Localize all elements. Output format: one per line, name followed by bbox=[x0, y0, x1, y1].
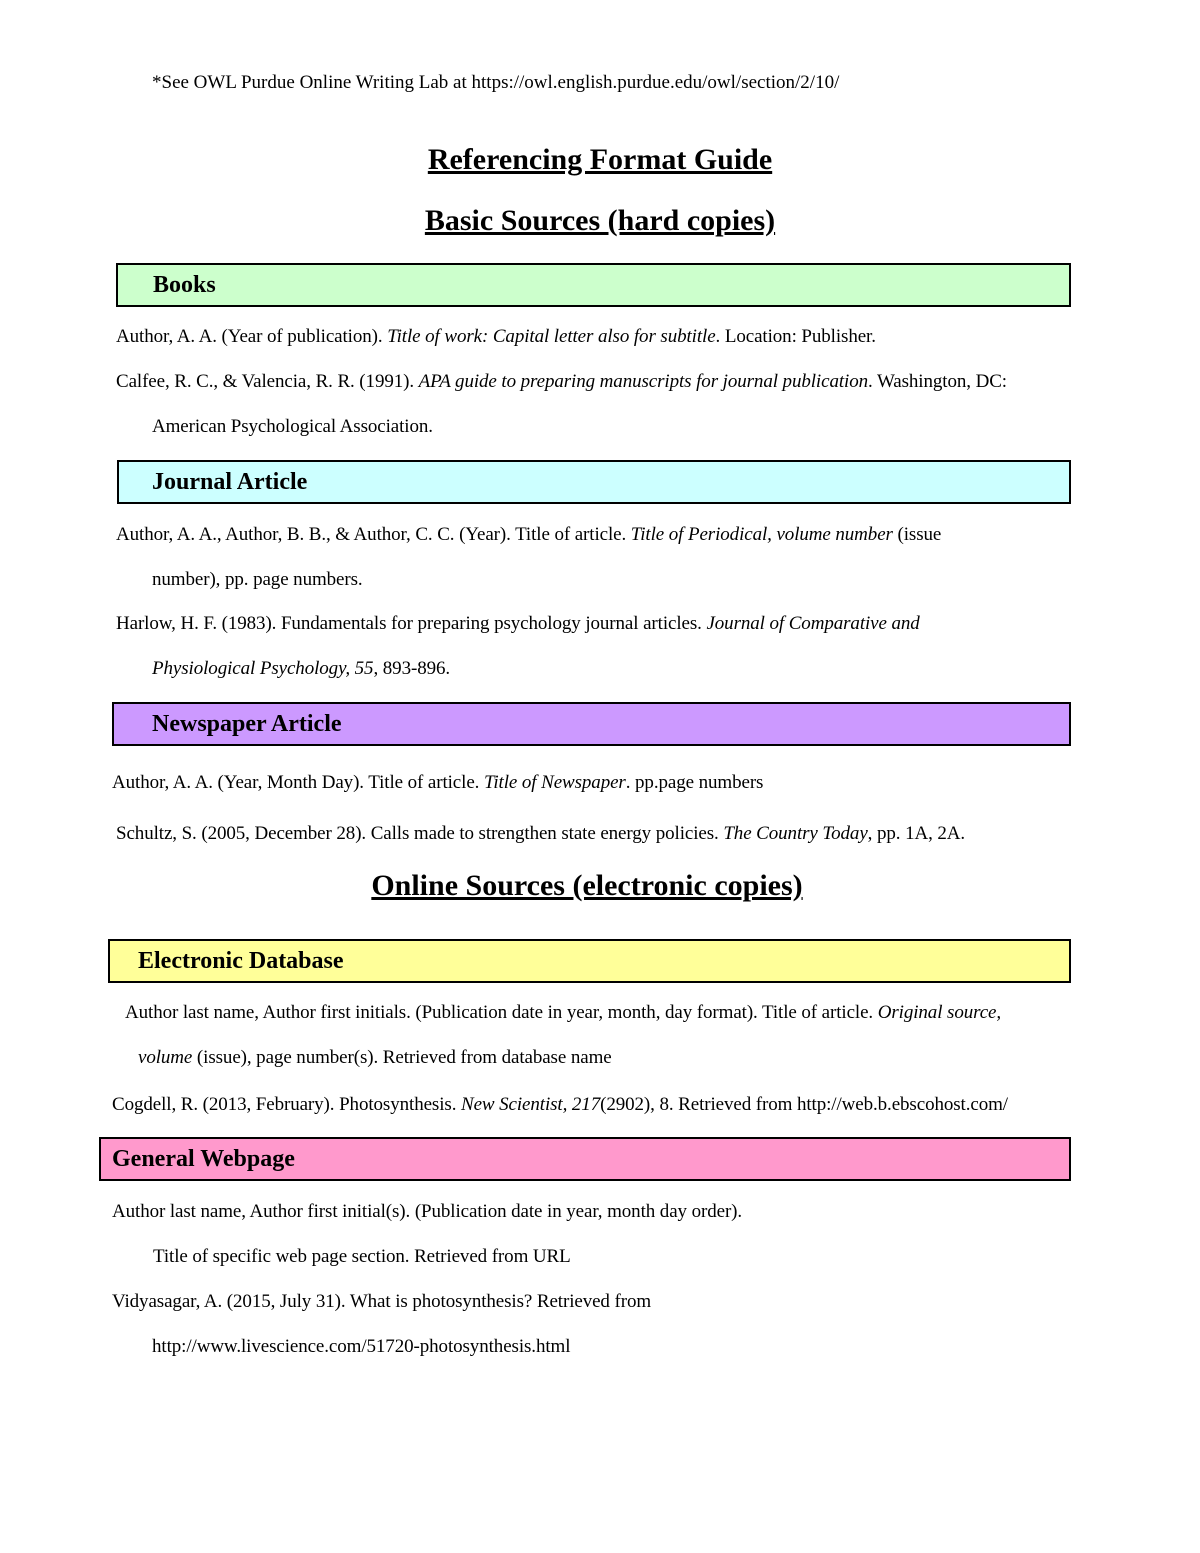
journal-example-line1 bbox=[116, 613, 920, 635]
books-format-part: Author, A. A. (Year of publication). bbox=[116, 326, 388, 347]
journal-example-journal: Journal of Comparative and bbox=[706, 613, 920, 634]
database-format-volume: volume bbox=[138, 1047, 193, 1068]
database-example-part: Cogdell, R. (2013, February). Photosynthesis. bbox=[112, 1094, 461, 1115]
basic-sources-heading: Basic Sources (hard copies) bbox=[424, 204, 776, 237]
database-header-box bbox=[108, 939, 1071, 983]
webpage-format-line1: Author last name, Author first initial(s). (Publication date in year, month day order). bbox=[112, 1201, 743, 1222]
newspaper-example-part: , pp. 1A, 2A. bbox=[867, 823, 966, 844]
newspaper-format-title: Title of Newspaper bbox=[483, 772, 626, 793]
database-format-source: Original source, bbox=[877, 1002, 1002, 1023]
database-example-part: (2902), 8. Retrieved from http://web.b.ebscohost.com/ bbox=[600, 1094, 1008, 1115]
database-example-journal: New Scientist, 217 bbox=[461, 1094, 601, 1115]
webpage-heading: General Webpage bbox=[112, 1146, 295, 1172]
books-example-part: . Washington, DC: bbox=[868, 371, 1007, 392]
page-title: Referencing Format Guide bbox=[427, 143, 773, 176]
database-format-part: Author last name, Author first initials. (Publication date in year, month, day format). Title of article. bbox=[125, 1002, 878, 1023]
journal-example-pages: , 893-896. bbox=[373, 658, 451, 679]
owl-reference-note: *See OWL Purdue Online Writing Lab at https://owl.english.purdue.edu/owl/section/2/10/ bbox=[152, 72, 840, 93]
newspaper-example bbox=[116, 823, 965, 845]
online-sources-heading: Online Sources (electronic copies) bbox=[371, 869, 803, 902]
journal-format-part: Author, A. A., Author, B. B., & Author, C. C. (Year). Title of article. bbox=[116, 524, 631, 545]
newspaper-format-part: Author, A. A. (Year, Month Day). Title of article. bbox=[112, 772, 484, 793]
books-heading: Books bbox=[153, 272, 216, 298]
journal-format-line1 bbox=[116, 524, 941, 546]
books-header-box bbox=[116, 263, 1071, 307]
newspaper-format-part: . pp.page numbers bbox=[625, 772, 764, 793]
books-format-title: Title of work: Capital letter also for subtitle bbox=[387, 326, 716, 347]
books-example-line2: American Psychological Association. bbox=[152, 416, 433, 437]
database-format-line2 bbox=[138, 1047, 612, 1069]
newspaper-header-box bbox=[112, 702, 1071, 746]
webpage-header-box bbox=[99, 1137, 1071, 1181]
webpage-example-url: http://www.livescience.com/51720-photosynthesis.html bbox=[152, 1336, 571, 1357]
database-example bbox=[112, 1094, 1008, 1116]
newspaper-example-part: Schultz, S. (2005, December 28). Calls made to strengthen state energy policies. bbox=[116, 823, 724, 844]
books-format-part: . Location: Publisher. bbox=[715, 326, 876, 347]
database-format-line1 bbox=[125, 1002, 1001, 1024]
books-example-title: APA guide to preparing manuscripts for journal publication bbox=[418, 371, 869, 392]
database-heading: Electronic Database bbox=[138, 948, 344, 974]
journal-example-part: Harlow, H. F. (1983). Fundamentals for preparing psychology journal articles. bbox=[116, 613, 707, 634]
journal-example-journal: Physiological Psychology, 55 bbox=[152, 658, 374, 679]
journal-header-box bbox=[117, 460, 1071, 504]
journal-format-part: (issue bbox=[892, 524, 942, 545]
database-format-part: (issue), page number(s). Retrieved from database name bbox=[192, 1047, 612, 1068]
journal-heading: Journal Article bbox=[152, 469, 308, 495]
webpage-format-line2: Title of specific web page section. Retrieved from URL bbox=[153, 1246, 571, 1267]
newspaper-example-title: The Country Today bbox=[723, 823, 868, 844]
books-example-part: Calfee, R. C., & Valencia, R. R. (1991). bbox=[116, 371, 419, 392]
newspaper-format bbox=[112, 772, 763, 794]
webpage-example-line1: Vidyasagar, A. (2015, July 31). What is photosynthesis? Retrieved from bbox=[112, 1291, 652, 1312]
journal-format-line2: number), pp. page numbers. bbox=[152, 569, 363, 590]
journal-format-periodical: Title of Periodical, volume number bbox=[630, 524, 893, 545]
books-format bbox=[116, 326, 876, 348]
books-example-line1 bbox=[116, 371, 1007, 393]
newspaper-heading: Newspaper Article bbox=[152, 711, 342, 737]
journal-example-line2 bbox=[152, 658, 450, 680]
